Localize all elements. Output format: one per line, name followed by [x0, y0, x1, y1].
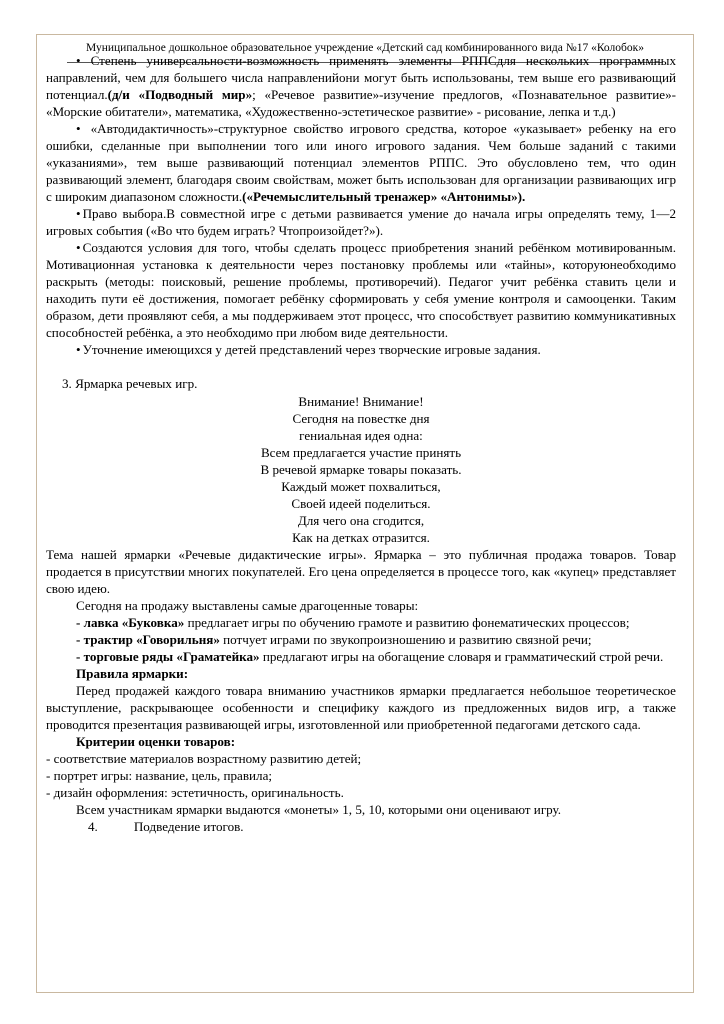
poem-line: Всем предлагается участие принять — [260, 445, 462, 460]
poem-line: Сегодня на повестке дня — [292, 411, 430, 426]
poem-line: Как на детках отразится. — [292, 530, 430, 545]
criteria-item: - соответствие материалов возрастному развитию детей; — [46, 751, 362, 766]
bullet-icon: • — [76, 206, 81, 221]
goods-item-gramateika: - торговые ряды «Граматейка» предлагают игры на обогащение словаря и грамматический строй речи. — [76, 649, 664, 664]
bullet-icon: • — [76, 53, 81, 68]
bullet-clarification: • Уточнение имеющихся у детей представлений через творческие игровые задания. — [76, 342, 541, 357]
goods-intro: Сегодня на продажу выставлены самые драгоценные товары: — [76, 598, 419, 613]
fair-theme: Тема нашей ярмарки «Речевые дидактические игры». Ярмарка – это публичная продажа товаров. Товар продается в присутствии многих покупателей. Его цена определяется в процессе того, как «купец» представляет свою идею. — [46, 547, 676, 596]
rules-text: Перед продажей каждого товара вниманию участников ярмарки предлагается небольшое теоретическое выступление, раскрывающее особенности и специфику каждого из предложенных видов игр, а также проводится презентация развивающей игры, изготовленной или приобретенной педагогами детского сада. — [46, 683, 676, 732]
bullet-icon: • — [76, 240, 81, 255]
bullet-universality: • Степень универсальности-возможность применять элементы РППСдля нескольких программных направлений, чем для большего числа направленийони могут быть использованы, тем выше его развивающий потенциал.(д/и «Подводный мир»; «Речевое развитие»-изучение предлогов, «Познавательное развитие»- «Морские обитатели», математика, «Художественно-эстетическое развитие» - рисование, лепка и т.д.) — [46, 53, 676, 119]
bullet-icon: • — [76, 342, 81, 357]
poem-line: Каждый может похвалиться, — [281, 479, 441, 494]
section-4: 4. Подведение итогов. — [88, 819, 244, 834]
criteria-item: - портрет игры: название, цель, правила; — [46, 768, 273, 783]
document-body — [46, 52, 676, 835]
bullet-choice: • Право выбора.В совместной игре с детьми развивается умение до начала игры определять тему, 1—2 игровых события («Во что будем играть? Чтопроизойдет?»). — [46, 206, 676, 238]
bullet-autodidactic: • «Автодидактичность»-структурное свойство игрового средства, которое «указывает» ребенку на его ошибки, сделанные при выполнении того или иного игрового задания. Чем больше заданий с такими «указаниями», тем выше развивающий потенциал элементов РППС. Это обусловлено тем, что один развивающий элемент, благодаря своим свойствам, может быть использован для организации развивающих игр с широким диапазоном сложности.(«Речемыслительный тренажер» «Антонимы»). — [46, 121, 676, 204]
coins-text: Всем участникам ярмарки выдаются «монеты» 1, 5, 10, которыми они оценивают игру. — [76, 802, 562, 817]
poem-line: Для чего она сгодится, — [297, 513, 425, 528]
poem-line: гениальная идея одна: — [299, 428, 423, 443]
goods-item-bukovka: - лавка «Буковка» предлагает игры по обучению грамоте и развитию фонематических процессов; — [76, 615, 630, 630]
poem — [46, 393, 676, 546]
bullet-icon: • — [76, 121, 81, 136]
rules-title: Правила ярмарки: — [76, 666, 189, 681]
criteria-item: - дизайн оформления: эстетичность, оригинальность. — [46, 785, 344, 800]
poem-line: В речевой ярмарке товары показать. — [260, 462, 462, 477]
poem-line: Своей идеей поделиться. — [291, 496, 431, 511]
goods-item-govorilnya: - трактир «Говорильня» потчует играми по звукопроизношению и развитию связной речи; — [76, 632, 592, 647]
bullet-motivation: • Создаются условия для того, чтобы сделать процесс приобретения знаний ребёнком мотивированным. Мотивационная установка к деятельности через постановку проблемы или «тайны», которуюнеобходимо раскрыть (методы: поисковый, решение проблемы, противоречий). Педагог учит ребёнка ставить цели и находить пути её достижения, помогает ребёнку сформировать у себя умение контроля и самооценки. Таким образом, дети проявляют себя, а мы поддерживаем этот процесс, что способствует развитию коммуникативных способностей ребёнка, а это необходимо при любом виде деятельности. — [46, 240, 676, 340]
page-header: Муниципальное дошкольное образовательное учреждение «Детский сад комбинированного вида №17 «Колобок» — [86, 42, 644, 54]
section-3-title: 3. Ярмарка речевых игр. — [62, 376, 198, 391]
poem-line: Внимание! Внимание! — [298, 394, 424, 409]
criteria-title: Критерии оценки товаров: — [76, 734, 236, 749]
